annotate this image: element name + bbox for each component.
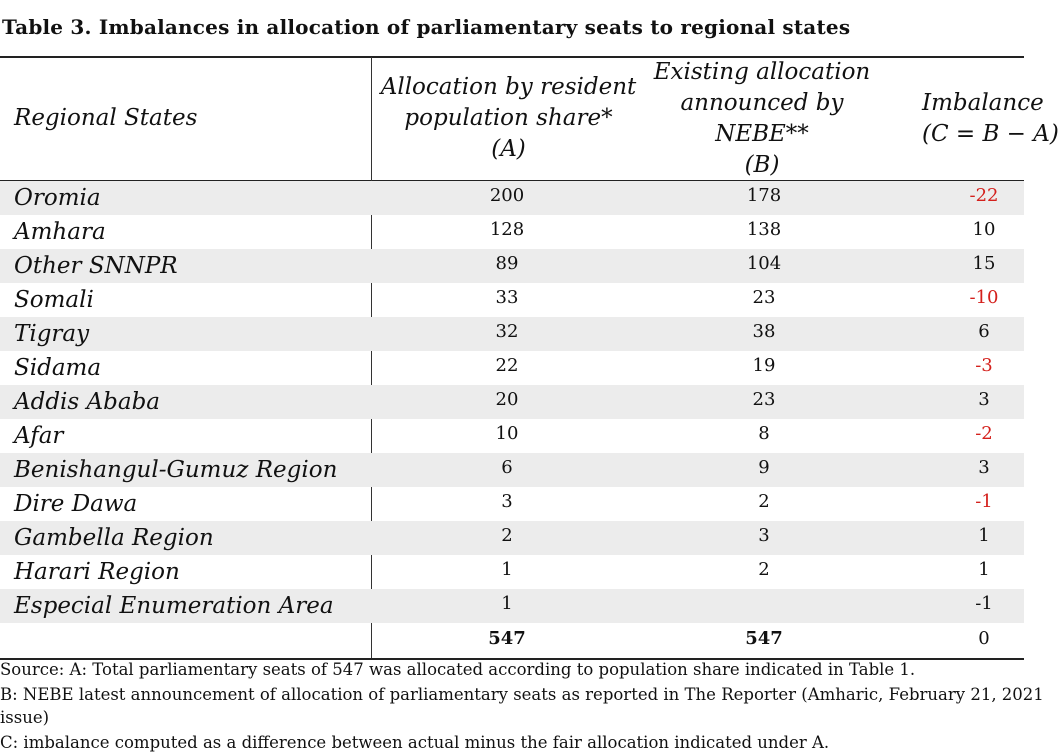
value-imbalance: 15 xyxy=(972,253,996,274)
total-a: 547 xyxy=(488,628,526,649)
region-name: Somali xyxy=(14,287,94,313)
region-name: Afar xyxy=(14,423,64,449)
table-row xyxy=(0,317,1024,351)
value-a: 1 xyxy=(501,559,513,580)
value-b: 19 xyxy=(752,355,776,376)
region-name: Dire Dawa xyxy=(14,491,138,517)
value-a: 6 xyxy=(501,457,513,478)
value-b: 138 xyxy=(746,219,782,240)
table-row xyxy=(0,453,1024,487)
value-b: 9 xyxy=(758,457,770,478)
value-imbalance: 3 xyxy=(978,389,990,410)
value-imbalance: 1 xyxy=(978,525,990,546)
value-b: 23 xyxy=(752,287,776,308)
table-title: Table 3. Imbalances in allocation of parliamentary seats to regional states xyxy=(2,15,851,39)
region-name: Addis Ababa xyxy=(14,389,161,415)
table-row xyxy=(0,419,1024,453)
table-row xyxy=(0,283,1024,317)
value-a: 33 xyxy=(495,287,519,308)
header-imbalance-c: Imbalance (C = B − A) xyxy=(922,90,1059,147)
note-source-a: Source: A: Total parliamentary seats of 547 was allocated according to population share indicated in Table 1. xyxy=(0,660,916,679)
total-b: 547 xyxy=(745,628,783,649)
totals-row xyxy=(0,624,1024,658)
value-imbalance: 10 xyxy=(972,219,996,240)
value-b: 8 xyxy=(758,423,770,444)
value-imbalance: 3 xyxy=(978,457,990,478)
table-row xyxy=(0,385,1024,419)
value-a: 89 xyxy=(495,253,519,274)
value-a: 22 xyxy=(495,355,519,376)
table-row xyxy=(0,521,1024,555)
value-b: 178 xyxy=(746,185,782,206)
value-imbalance: -3 xyxy=(975,355,993,376)
value-a: 128 xyxy=(489,219,525,240)
value-a: 1 xyxy=(501,593,513,614)
value-b: 104 xyxy=(746,253,782,274)
value-a: 20 xyxy=(495,389,519,410)
table-row xyxy=(0,589,1024,623)
value-imbalance: -10 xyxy=(969,287,999,308)
value-b: 23 xyxy=(752,389,776,410)
total-c: 0 xyxy=(978,628,990,649)
table-row xyxy=(0,487,1024,521)
note-c: C: imbalance computed as a difference between actual minus the fair allocation indicated under A. xyxy=(0,733,830,752)
table-row xyxy=(0,555,1024,589)
value-b: 2 xyxy=(758,559,770,580)
value-a: 32 xyxy=(495,321,519,342)
region-name: Sidama xyxy=(14,355,102,381)
header-existing-b: Existing allocation announced by NEBE** (B) xyxy=(653,59,871,178)
note-b-continued: issue) xyxy=(0,708,50,727)
region-name: Oromia xyxy=(14,185,101,211)
table-row xyxy=(0,215,1024,249)
region-name: Other SNNPR xyxy=(14,253,178,279)
value-a: 10 xyxy=(495,423,519,444)
value-b: 38 xyxy=(752,321,776,342)
value-a: 3 xyxy=(501,491,513,512)
value-imbalance: 1 xyxy=(978,559,990,580)
header-allocation-a: Allocation by resident population share* (A) xyxy=(380,74,637,162)
note-b: B: NEBE latest announcement of allocation of parliamentary seats as reported in The Reporter (Amharic, February 21, 2021 xyxy=(0,685,1044,704)
value-imbalance: -1 xyxy=(975,491,993,512)
region-name: Tigray xyxy=(14,321,90,347)
region-name: Harari Region xyxy=(14,559,180,585)
value-a: 2 xyxy=(501,525,513,546)
value-a: 200 xyxy=(489,185,525,206)
region-name: Gambella Region xyxy=(14,525,214,551)
table-row xyxy=(0,249,1024,283)
value-imbalance: 6 xyxy=(978,321,990,342)
region-name: Benishangul-Gumuz Region xyxy=(14,457,338,483)
value-imbalance: -1 xyxy=(975,593,993,614)
value-imbalance: -2 xyxy=(975,423,993,444)
table-row xyxy=(0,181,1024,215)
region-name: Amhara xyxy=(14,219,106,245)
table-row xyxy=(0,351,1024,385)
value-b: 3 xyxy=(758,525,770,546)
header-regional-states: Regional States xyxy=(14,105,198,131)
region-name: Especial Enumeration Area xyxy=(14,593,334,619)
value-b: 2 xyxy=(758,491,770,512)
value-imbalance: -22 xyxy=(969,185,999,206)
